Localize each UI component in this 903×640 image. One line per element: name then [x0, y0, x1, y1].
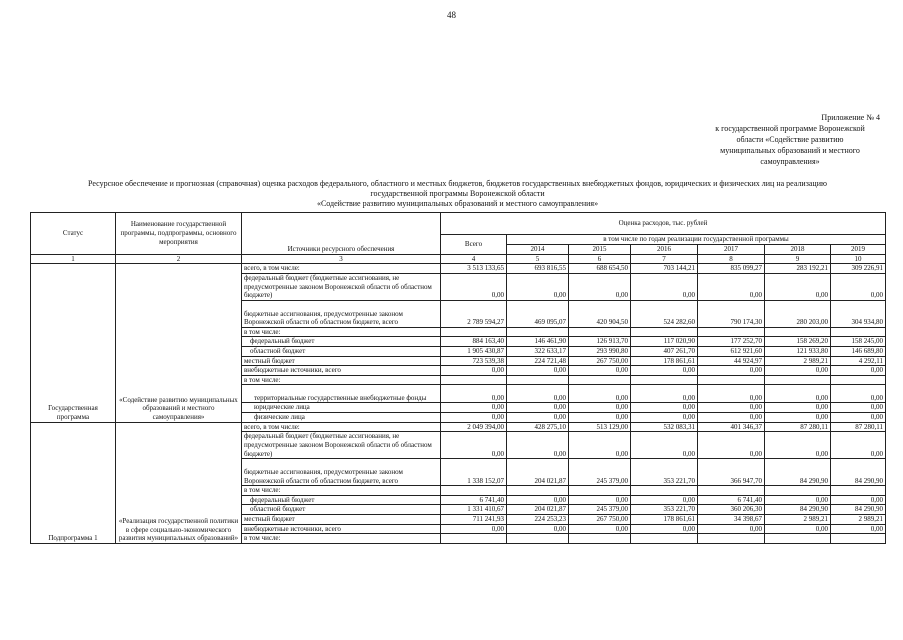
cell-total: 0,00 — [441, 385, 507, 403]
header-year-2015: 2015 — [569, 245, 631, 255]
cell-year-value: 407 261,70 — [631, 346, 698, 356]
cell-year-value: 428 275,10 — [507, 422, 569, 432]
row-source: физические лица — [242, 412, 441, 422]
header-year-2016: 2016 — [631, 245, 698, 255]
cell-year-value: 0,00 — [569, 403, 631, 413]
cell-year-value: 4 292,11 — [831, 356, 886, 366]
column-index: 7 — [631, 254, 698, 264]
row-source: всего, в том числе: — [242, 422, 441, 432]
cell-year-value: 0,00 — [507, 273, 569, 300]
cell-year-value: 304 934,80 — [831, 300, 886, 327]
row-status: Государственная программа — [31, 264, 116, 422]
cell-total: 3 513 133,65 — [441, 264, 507, 274]
cell-year-value: 0,00 — [631, 366, 698, 376]
cell-year-value — [507, 375, 569, 385]
row-source: местный бюджет — [242, 356, 441, 366]
cell-year-value: 87 280,11 — [831, 422, 886, 432]
cell-year-value — [698, 534, 765, 544]
cell-year-value: 2 989,21 — [765, 356, 831, 366]
cell-year-value: 353 221,70 — [631, 459, 698, 486]
cell-year-value — [569, 327, 631, 337]
cell-year-value: 224 253,23 — [507, 514, 569, 524]
row-program-name: «Реализация государственной политики в сфере социально-экономического развития муниципальных образований» — [116, 422, 242, 543]
cell-year-value: 0,00 — [569, 273, 631, 300]
cell-total: 0,00 — [441, 524, 507, 534]
cell-year-value — [831, 375, 886, 385]
cell-year-value — [765, 486, 831, 496]
cell-year-value: 0,00 — [569, 524, 631, 534]
cell-year-value: 121 933,80 — [765, 346, 831, 356]
cell-total: 711 241,93 — [441, 514, 507, 524]
cell-year-value: 2 989,21 — [765, 514, 831, 524]
cell-year-value: 0,00 — [569, 432, 631, 459]
cell-total: 1 338 152,07 — [441, 459, 507, 486]
cell-year-value: 158 245,00 — [831, 337, 886, 347]
appendix-line: области «Содействие развитию — [736, 135, 844, 144]
cell-year-value: 309 226,91 — [831, 264, 886, 274]
cell-total — [441, 486, 507, 496]
cell-year-value: 267 750,00 — [569, 514, 631, 524]
cell-year-value: 524 282,60 — [631, 300, 698, 327]
appendix-block — [700, 112, 880, 167]
cell-total: 2 789 594,27 — [441, 300, 507, 327]
cell-total: 2 049 394,00 — [441, 422, 507, 432]
cell-year-value: 280 203,00 — [765, 300, 831, 327]
cell-year-value: 84 290,90 — [831, 505, 886, 515]
cell-year-value: 322 633,17 — [507, 346, 569, 356]
cell-year-value: 146 689,80 — [831, 346, 886, 356]
column-index: 9 — [765, 254, 831, 264]
cell-year-value — [698, 375, 765, 385]
row-source: в том числе: — [242, 486, 441, 496]
cell-year-value: 0,00 — [765, 432, 831, 459]
cell-year-value — [507, 486, 569, 496]
row-source: юридические лица — [242, 403, 441, 413]
row-source: бюджетные ассигнования, предусмотренные законом Воронежской области об областном бюджете, всего — [242, 459, 441, 486]
cell-year-value: 0,00 — [698, 366, 765, 376]
header-source: Источники ресурсного обеспечения — [242, 213, 441, 255]
column-index: 4 — [441, 254, 507, 264]
header-year-2014: 2014 — [507, 245, 569, 255]
column-index: 3 — [242, 254, 441, 264]
cell-year-value: 688 654,50 — [569, 264, 631, 274]
cell-year-value: 0,00 — [631, 524, 698, 534]
cell-year-value: 0,00 — [831, 412, 886, 422]
cell-year-value: 0,00 — [698, 432, 765, 459]
cell-year-value — [831, 534, 886, 544]
cell-total — [441, 534, 507, 544]
cell-year-value: 34 398,67 — [698, 514, 765, 524]
column-index: 6 — [569, 254, 631, 264]
cell-total: 884 163,40 — [441, 337, 507, 347]
cell-year-value: 177 252,70 — [698, 337, 765, 347]
cell-year-value: 0,00 — [507, 366, 569, 376]
cell-year-value — [831, 486, 886, 496]
cell-year-value: 204 021,87 — [507, 459, 569, 486]
cell-year-value: 612 921,60 — [698, 346, 765, 356]
header-status: Статус — [31, 213, 116, 255]
page-number: 48 — [447, 10, 456, 20]
cell-year-value: 0,00 — [507, 432, 569, 459]
cell-year-value: 0,00 — [765, 366, 831, 376]
cell-year-value: 0,00 — [507, 412, 569, 422]
cell-year-value: 6 741,40 — [698, 495, 765, 505]
cell-year-value: 146 461,90 — [507, 337, 569, 347]
document-title — [30, 179, 885, 209]
cell-year-value: 0,00 — [831, 385, 886, 403]
row-program-name: «Содействие развитию муниципальных образований и местного самоуправления» — [116, 264, 242, 422]
cell-year-value: 0,00 — [507, 403, 569, 413]
cell-year-value: 126 913,70 — [569, 337, 631, 347]
row-source: федеральный бюджет (бюджетные ассигнования, не предусмотренные законом Воронежской области об областном бюджете) — [242, 432, 441, 459]
cell-year-value — [765, 375, 831, 385]
cell-year-value: 178 861,61 — [631, 356, 698, 366]
column-index: 8 — [698, 254, 765, 264]
cell-total: 0,00 — [441, 366, 507, 376]
cell-year-value: 0,00 — [569, 385, 631, 403]
cell-year-value: 0,00 — [831, 366, 886, 376]
cell-year-value: 0,00 — [631, 432, 698, 459]
cell-year-value: 2 989,21 — [831, 514, 886, 524]
cell-year-value: 0,00 — [765, 524, 831, 534]
cell-year-value: 353 221,70 — [631, 505, 698, 515]
cell-year-value: 513 129,00 — [569, 422, 631, 432]
header-by-year: в том числе по годам реализации государственной программы — [507, 235, 886, 245]
cell-year-value: 0,00 — [831, 524, 886, 534]
cell-total: 0,00 — [441, 432, 507, 459]
cell-year-value — [698, 327, 765, 337]
title-line: «Содействие развитию муниципальных образований и местного самоуправления» — [316, 199, 599, 208]
row-source: местный бюджет — [242, 514, 441, 524]
cell-year-value: 204 021,87 — [507, 505, 569, 515]
row-source: областной бюджет — [242, 505, 441, 515]
cell-year-value: 693 816,55 — [507, 264, 569, 274]
header-year-2017: 2017 — [698, 245, 765, 255]
cell-total: 0,00 — [441, 403, 507, 413]
cell-total — [441, 327, 507, 337]
cell-year-value: 0,00 — [765, 403, 831, 413]
row-source: областной бюджет — [242, 346, 441, 356]
title-line: государственной программы Воронежской области — [370, 189, 545, 198]
row-source: федеральный бюджет — [242, 337, 441, 347]
cell-year-value: 87 280,11 — [765, 422, 831, 432]
cell-year-value: 420 904,50 — [569, 300, 631, 327]
appendix-line: к государственной программе Воронежской — [715, 124, 865, 133]
cell-year-value: 0,00 — [631, 495, 698, 505]
cell-total: 0,00 — [441, 412, 507, 422]
column-index: 1 — [31, 254, 116, 264]
row-source: федеральный бюджет (бюджетные ассигнования, не предусмотренные законом Воронежской области об областном бюджете) — [242, 273, 441, 300]
cell-year-value: 0,00 — [765, 495, 831, 505]
cell-year-value: 0,00 — [569, 366, 631, 376]
cell-year-value: 703 144,21 — [631, 264, 698, 274]
cell-year-value: 283 192,21 — [765, 264, 831, 274]
cell-year-value: 360 206,30 — [698, 505, 765, 515]
title-line: Ресурсное обеспечение и прогнозная (справочная) оценка расходов федерального, областного и местных бюджетов, бюджетов государственных внебюджетных фондов, юридических и физических лиц на реализацию — [88, 179, 827, 188]
cell-year-value: 0,00 — [698, 385, 765, 403]
cell-year-value: 0,00 — [631, 412, 698, 422]
cell-year-value: 178 861,61 — [631, 514, 698, 524]
cell-year-value: 790 174,30 — [698, 300, 765, 327]
cell-year-value: 245 379,00 — [569, 505, 631, 515]
header-total: Всего — [441, 235, 507, 255]
cell-year-value: 0,00 — [831, 273, 886, 300]
cell-year-value: 0,00 — [569, 495, 631, 505]
cell-year-value: 84 290,90 — [765, 505, 831, 515]
appendix-line: самоуправления» — [760, 157, 820, 166]
cell-year-value — [507, 534, 569, 544]
cell-year-value — [631, 486, 698, 496]
cell-total: 1 905 430,87 — [441, 346, 507, 356]
cell-total: 6 741,40 — [441, 495, 507, 505]
row-source: внебюджетные источники, всего — [242, 366, 441, 376]
cell-year-value: 0,00 — [698, 273, 765, 300]
row-source: в том числе: — [242, 534, 441, 544]
cell-year-value — [831, 327, 886, 337]
cell-year-value: 267 750,00 — [569, 356, 631, 366]
cell-year-value: 0,00 — [507, 495, 569, 505]
cell-year-value: 0,00 — [831, 403, 886, 413]
cell-year-value: 0,00 — [631, 385, 698, 403]
cell-year-value: 0,00 — [698, 412, 765, 422]
cell-year-value — [631, 327, 698, 337]
row-source: в том числе: — [242, 327, 441, 337]
row-source: внебюджетные источники, всего — [242, 524, 441, 534]
cell-year-value: 0,00 — [631, 273, 698, 300]
cell-total — [441, 375, 507, 385]
row-source: бюджетные ассигнования, предусмотренные законом Воронежской области об областном бюджете, всего — [242, 300, 441, 327]
appendix-line: муниципальных образований и местного — [720, 146, 860, 155]
cell-year-value: 0,00 — [765, 273, 831, 300]
cell-year-value — [569, 375, 631, 385]
cell-year-value: 0,00 — [507, 385, 569, 403]
cell-year-value: 532 083,31 — [631, 422, 698, 432]
cell-year-value: 401 346,37 — [698, 422, 765, 432]
cell-year-value: 469 095,07 — [507, 300, 569, 327]
row-source: всего, в том числе: — [242, 264, 441, 274]
cell-year-value: 84 290,90 — [765, 459, 831, 486]
table-row — [31, 422, 886, 432]
row-source: федеральный бюджет — [242, 495, 441, 505]
cell-year-value: 44 924,97 — [698, 356, 765, 366]
cell-year-value — [569, 486, 631, 496]
cell-year-value: 366 947,70 — [698, 459, 765, 486]
cell-year-value — [765, 534, 831, 544]
column-index: 2 — [116, 254, 242, 264]
cell-year-value: 224 721,48 — [507, 356, 569, 366]
cell-year-value — [507, 327, 569, 337]
row-status: Подпрограмма 1 — [31, 422, 116, 543]
cell-year-value: 0,00 — [507, 524, 569, 534]
cell-year-value: 117 020,90 — [631, 337, 698, 347]
cell-year-value — [569, 534, 631, 544]
cell-total: 723 539,38 — [441, 356, 507, 366]
header-estimate: Оценка расходов, тыс. рублей — [441, 213, 886, 235]
header-year-2019: 2019 — [831, 245, 886, 255]
cell-total: 1 331 410,67 — [441, 505, 507, 515]
cell-year-value: 0,00 — [698, 403, 765, 413]
resource-table — [30, 212, 886, 544]
column-index: 10 — [831, 254, 886, 264]
cell-year-value: 0,00 — [631, 403, 698, 413]
cell-year-value: 0,00 — [831, 495, 886, 505]
row-source: территориальные государственные внебюджетные фонды — [242, 385, 441, 403]
cell-total: 0,00 — [441, 273, 507, 300]
cell-year-value — [765, 327, 831, 337]
header-year-2018: 2018 — [765, 245, 831, 255]
table-row — [31, 264, 886, 274]
cell-year-value — [631, 534, 698, 544]
cell-year-value: 84 290,90 — [831, 459, 886, 486]
appendix-line: Приложение № 4 — [821, 113, 880, 122]
cell-year-value: 158 269,20 — [765, 337, 831, 347]
cell-year-value: 0,00 — [569, 412, 631, 422]
header-name: Наименование государственной программы, подпрограммы, основного мероприятия — [116, 213, 242, 255]
cell-year-value: 245 379,00 — [569, 459, 631, 486]
cell-year-value: 0,00 — [831, 432, 886, 459]
cell-year-value: 0,00 — [698, 524, 765, 534]
cell-year-value: 293 990,80 — [569, 346, 631, 356]
cell-year-value — [698, 486, 765, 496]
cell-year-value — [631, 375, 698, 385]
cell-year-value: 835 099,27 — [698, 264, 765, 274]
row-source: в том числе: — [242, 375, 441, 385]
column-index: 5 — [507, 254, 569, 264]
cell-year-value: 0,00 — [765, 412, 831, 422]
cell-year-value: 0,00 — [765, 385, 831, 403]
